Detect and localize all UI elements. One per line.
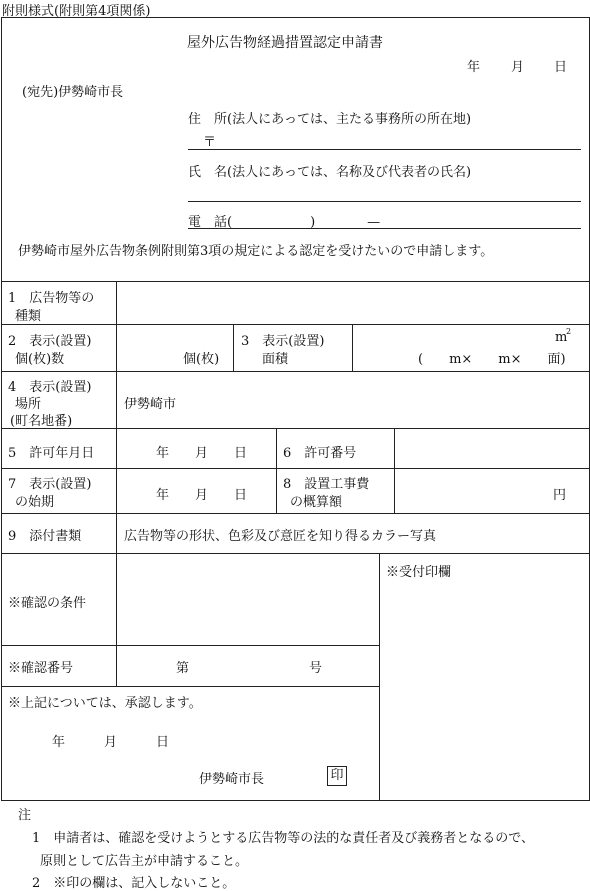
conditions-label: ※確認の条件 [8, 596, 87, 611]
date-month: 月 [511, 60, 525, 75]
permit-number-field[interactable] [396, 430, 588, 466]
confirmation-number-label: ※確認番号 [8, 661, 74, 676]
note-1-cont: 原則として広告主が申請すること。 [40, 854, 249, 869]
mayor-signature: 伊勢崎市長 [199, 772, 265, 787]
postal-mark: 〒 [203, 135, 217, 150]
row4-label-2: 場所 [15, 397, 42, 412]
row5-label: 5 許可年月日 [8, 446, 95, 461]
seal-mark: 印 [327, 766, 347, 786]
location-value: 伊勢崎市 [124, 397, 177, 412]
start-date: 年 月 日 [156, 488, 248, 503]
address-label: 住 所(法人にあっては、主たる事務所の所在地) [188, 112, 472, 127]
table-rule [1, 645, 379, 646]
table-rule [1, 324, 590, 325]
count-unit: 個(枚) [183, 352, 220, 367]
attachments-value: 広告物等の形状、色彩及び意匠を知り得るカラー写真 [124, 529, 437, 544]
row4-label-3: (町名地番) [10, 414, 73, 429]
table-rule [1, 428, 590, 429]
column-rule [352, 324, 353, 371]
table-rule [1, 513, 590, 514]
row9-label: 9 添付書類 [8, 529, 82, 544]
table-rule [1, 371, 590, 372]
row6-label: 6 許可番号 [283, 446, 357, 461]
column-rule [394, 428, 395, 513]
permit-date: 年 月 日 [156, 446, 248, 461]
number-suffix: 号 [309, 661, 323, 676]
row7-label: 7 表示(設置) [8, 477, 92, 492]
addressee: (宛先)伊勢崎市長 [22, 85, 124, 100]
table-rule [1, 553, 590, 554]
form-title: 屋外広告物経過措置認定申請書 [187, 35, 383, 51]
cost-unit: 円 [553, 488, 567, 503]
name-line[interactable] [188, 201, 581, 202]
name-label: 氏 名(法人にあっては、名称及び代表者の氏名) [188, 165, 472, 180]
ad-type-field[interactable] [118, 283, 588, 323]
table-rule [1, 281, 590, 282]
table-rule [1, 468, 590, 469]
row7-label-2: の始期 [15, 495, 55, 510]
row3-label-2: 面積 [262, 352, 289, 367]
row2-label: 2 表示(設置) [8, 334, 92, 349]
area-dimensions: ( m× m× 面) [418, 352, 566, 367]
row1-label-2: 種類 [15, 309, 42, 324]
address-line[interactable] [188, 149, 581, 150]
row8-label-2: の概算額 [290, 495, 343, 510]
date-year: 年 [467, 60, 481, 75]
phone-line[interactable] [188, 228, 581, 229]
area-unit-superscript: 2 [566, 327, 572, 336]
date-day: 日 [554, 60, 568, 75]
row2-label-2: 個(枚)数 [15, 352, 65, 367]
number-prefix: 第 [176, 661, 190, 676]
form-frame [1, 17, 590, 801]
row8-label: 8 設置工事費 [283, 477, 370, 492]
notes-heading: 注 [18, 808, 32, 823]
area-unit: m [555, 330, 568, 345]
statement: 伊勢崎市屋外広告物条例附則第3項の規定による認定を受けたいので申請します。 [18, 244, 494, 259]
table-rule [1, 686, 379, 687]
receipt-stamp-label: ※受付印欄 [386, 565, 452, 580]
row3-label: 3 表示(設置) [241, 334, 325, 349]
column-rule [276, 428, 277, 513]
row4-label: 4 表示(設置) [8, 380, 92, 395]
column-rule [379, 553, 380, 801]
approval-text: ※上記については、承認します。 [8, 696, 202, 711]
column-rule [116, 281, 117, 686]
approval-date: 年 月 日 [52, 735, 170, 750]
note-1: 1 申請者は、確認を受けようとする広告物等の法的な責任者及び義務者となるので、 [32, 831, 535, 846]
phone-label: 電 話( ) — [188, 215, 381, 230]
form-reference: 附則様式(附則第4項関係) [2, 4, 151, 19]
note-2: 2 ※印の欄は、記入しないこと。 [32, 876, 236, 891]
column-rule [233, 324, 234, 371]
row1-label: 1 広告物等の [8, 291, 95, 306]
